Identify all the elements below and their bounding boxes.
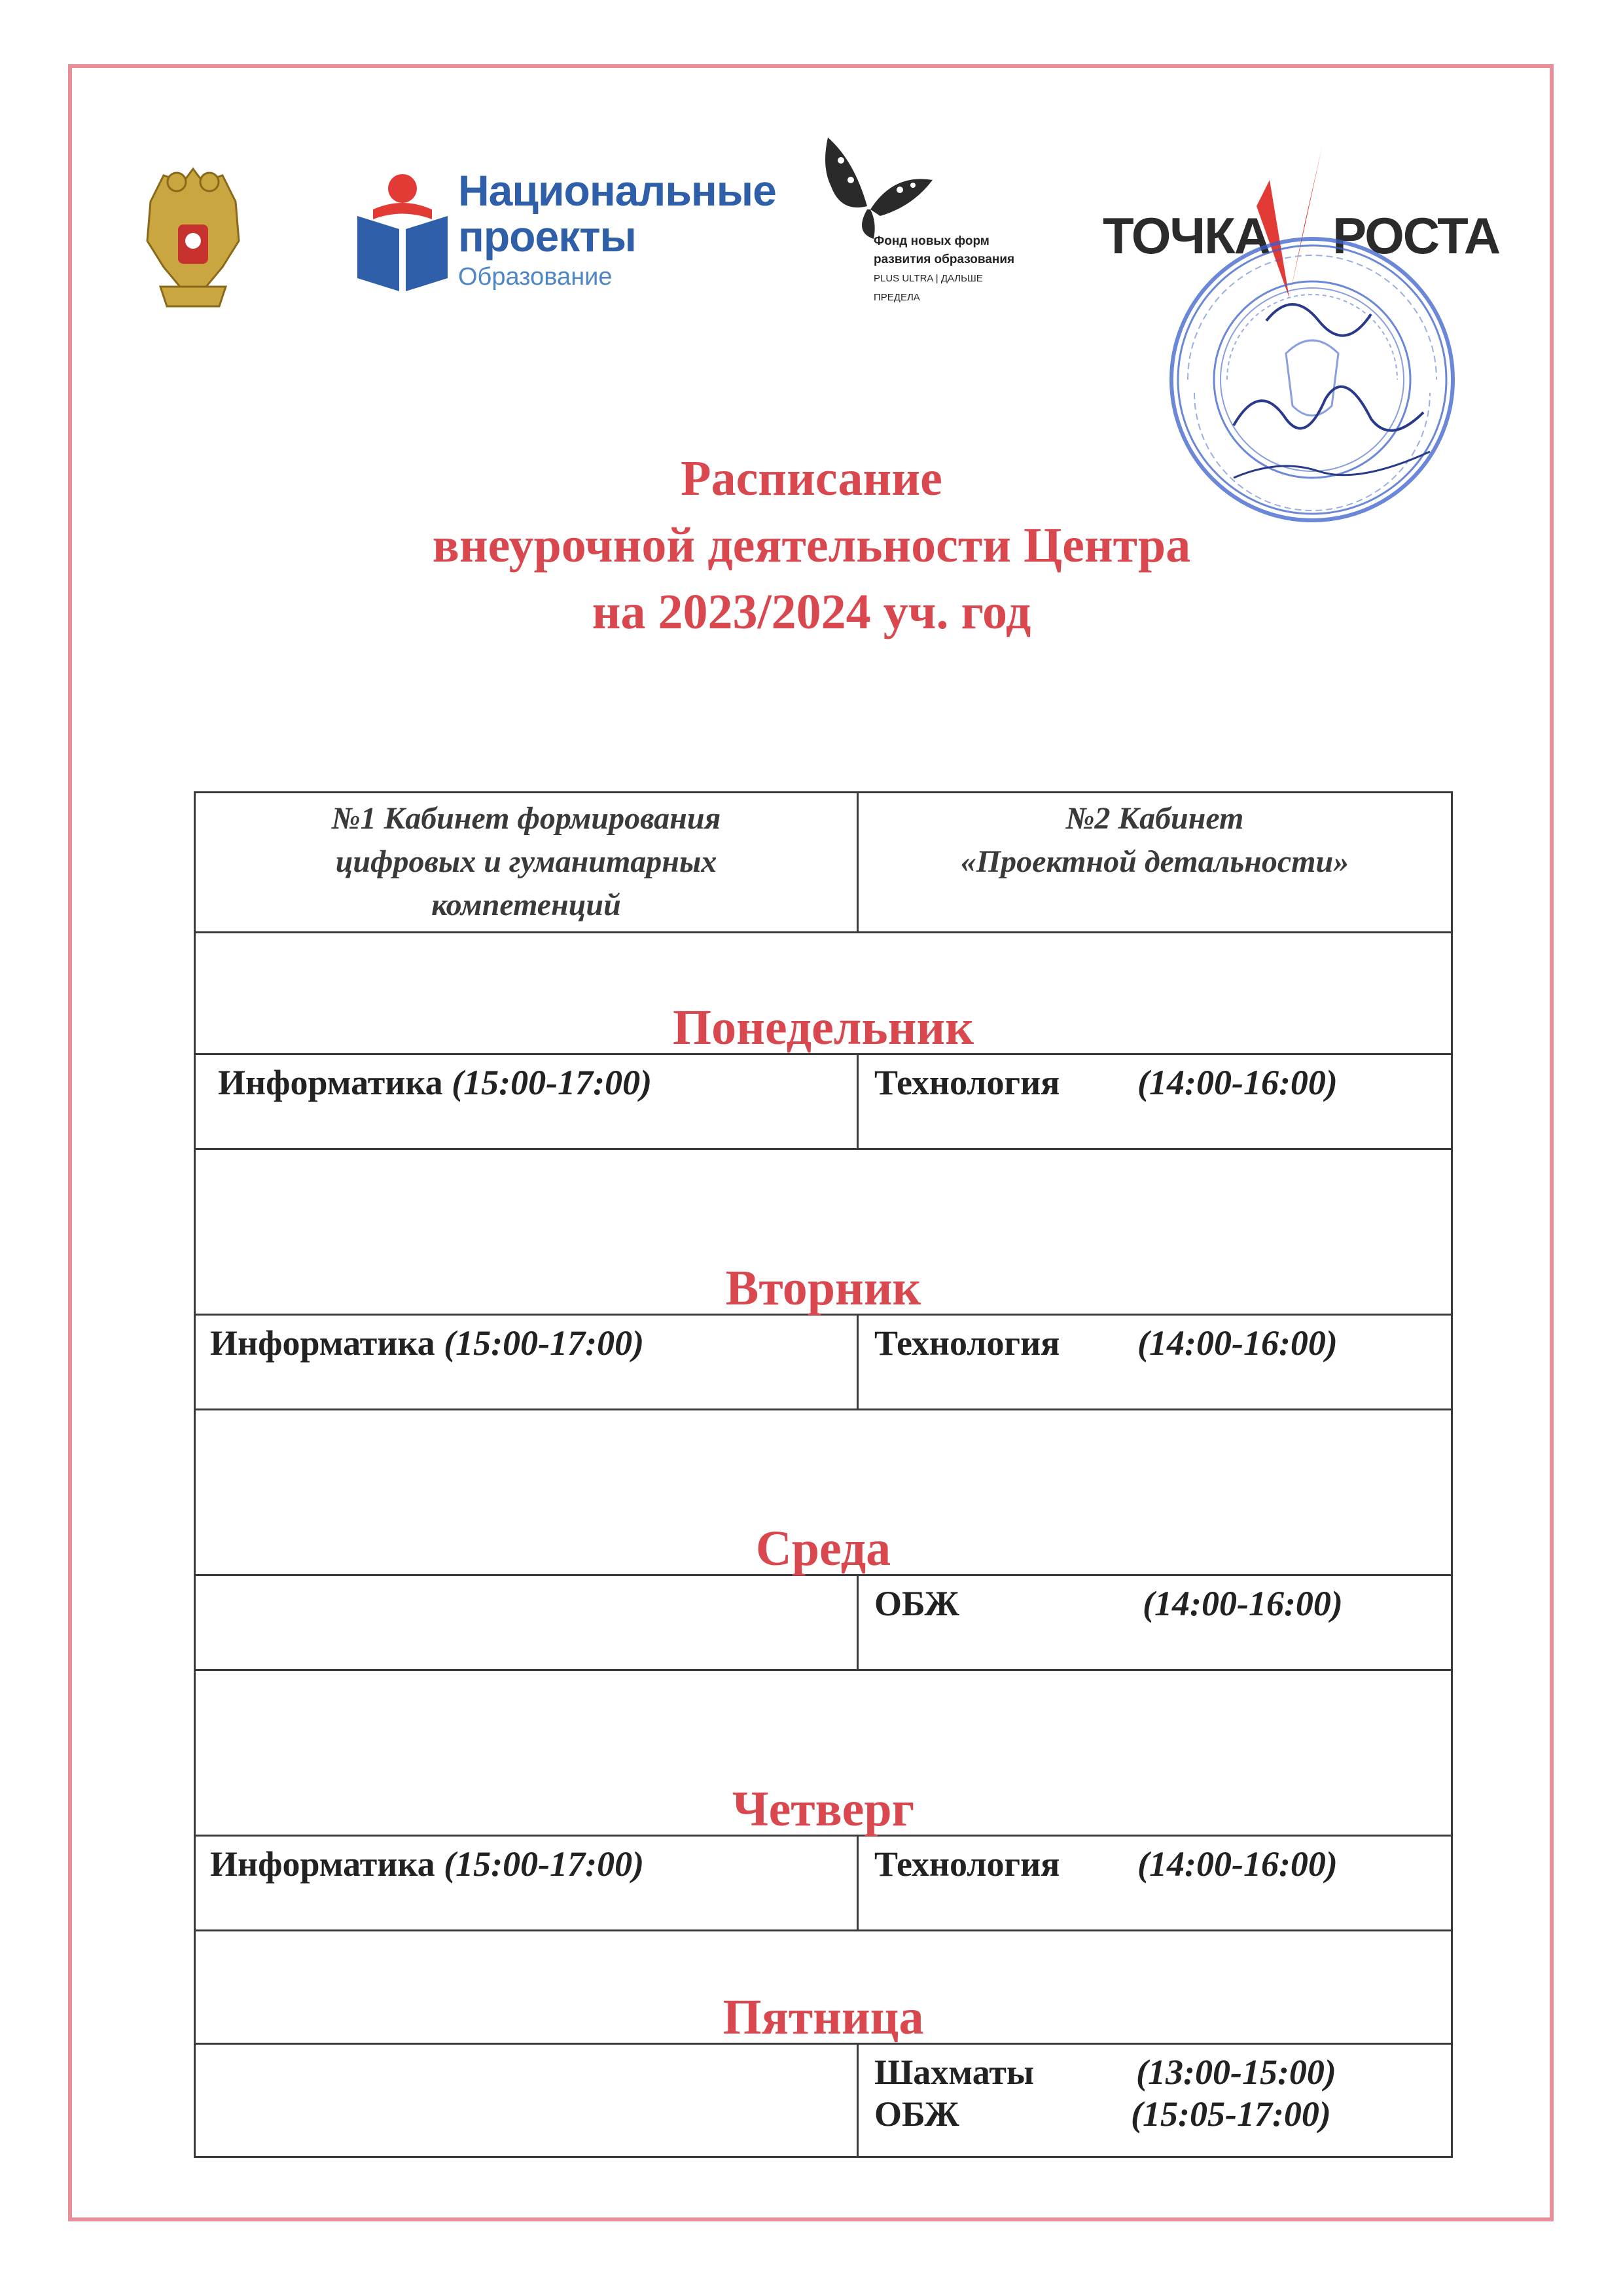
book-icon (353, 170, 452, 295)
day-name: Вторник (195, 1149, 1452, 1315)
fond-line2: развития образования (874, 253, 1015, 266)
fond-logo (815, 134, 1031, 311)
lesson-row-wednesday (195, 1575, 1452, 1670)
np-line2: проекты (458, 212, 636, 260)
lesson-cell-empty (195, 1575, 858, 1670)
day-row-tuesday (195, 1149, 1452, 1315)
schedule-table (194, 791, 1453, 2158)
lesson-cell: ОБЖ (14:00-16:00) (858, 1575, 1452, 1670)
lesson-cell: Технология (14:00-16:00) (858, 1836, 1452, 1931)
tochka-left: ТОЧКА (1103, 207, 1270, 264)
lesson-cell: Информатика (15:00-17:00) (195, 1836, 858, 1931)
title-line1: Расписание (681, 451, 942, 506)
header-cabinet-1: №1 Кабинет формирования цифровых и гуманитарных компетенций (195, 793, 858, 933)
lesson-row-tuesday (195, 1315, 1452, 1410)
lesson-row-friday (195, 2044, 1452, 2157)
lesson-cell: Технология (14:00-16:00) (858, 1315, 1452, 1410)
title-line2: внеурочной деятельности Центра (432, 518, 1191, 573)
day-row-wednesday (195, 1410, 1452, 1575)
day-name: Пятница (195, 1931, 1452, 2044)
np-line1: Национальные (458, 166, 776, 215)
lesson-cell: Шахматы (13:00-15:00) ОБЖ (15:05-17:00) (858, 2044, 1452, 2157)
lesson-row-monday (195, 1054, 1452, 1149)
header-cabinet-2: №2 Кабинет «Проектной детальности» (858, 793, 1452, 933)
title-line3: на 2023/2024 уч. год (592, 584, 1031, 639)
day-row-monday (195, 933, 1452, 1054)
lesson-cell: Информатика (15:00-17:00) (195, 1315, 858, 1410)
lesson-row-thursday (195, 1836, 1452, 1931)
day-name: Среда (195, 1410, 1452, 1575)
document-title (0, 445, 1623, 645)
table-header-row (195, 793, 1452, 933)
tochka-right: РОСТА (1332, 207, 1500, 264)
day-row-friday (195, 1931, 1452, 2044)
national-projects-logo (353, 164, 776, 295)
butterfly-icon (815, 134, 946, 245)
lesson-cell: Информатика (15:00-17:00) (195, 1054, 858, 1149)
fond-line1: Фонд новых форм (874, 234, 990, 248)
fond-line3: PLUS ULTRA | ДАЛЬШЕ ПРЕДЕЛА (874, 273, 983, 303)
day-name: Понедельник (195, 933, 1452, 1054)
day-row-thursday (195, 1670, 1452, 1836)
np-line3: Образование (458, 263, 613, 291)
coat-of-arms-icon (137, 156, 249, 313)
lesson-cell: Технология (14:00-16:00) (858, 1054, 1452, 1149)
day-name: Четверг (195, 1670, 1452, 1836)
lesson-cell-empty (195, 2044, 858, 2157)
